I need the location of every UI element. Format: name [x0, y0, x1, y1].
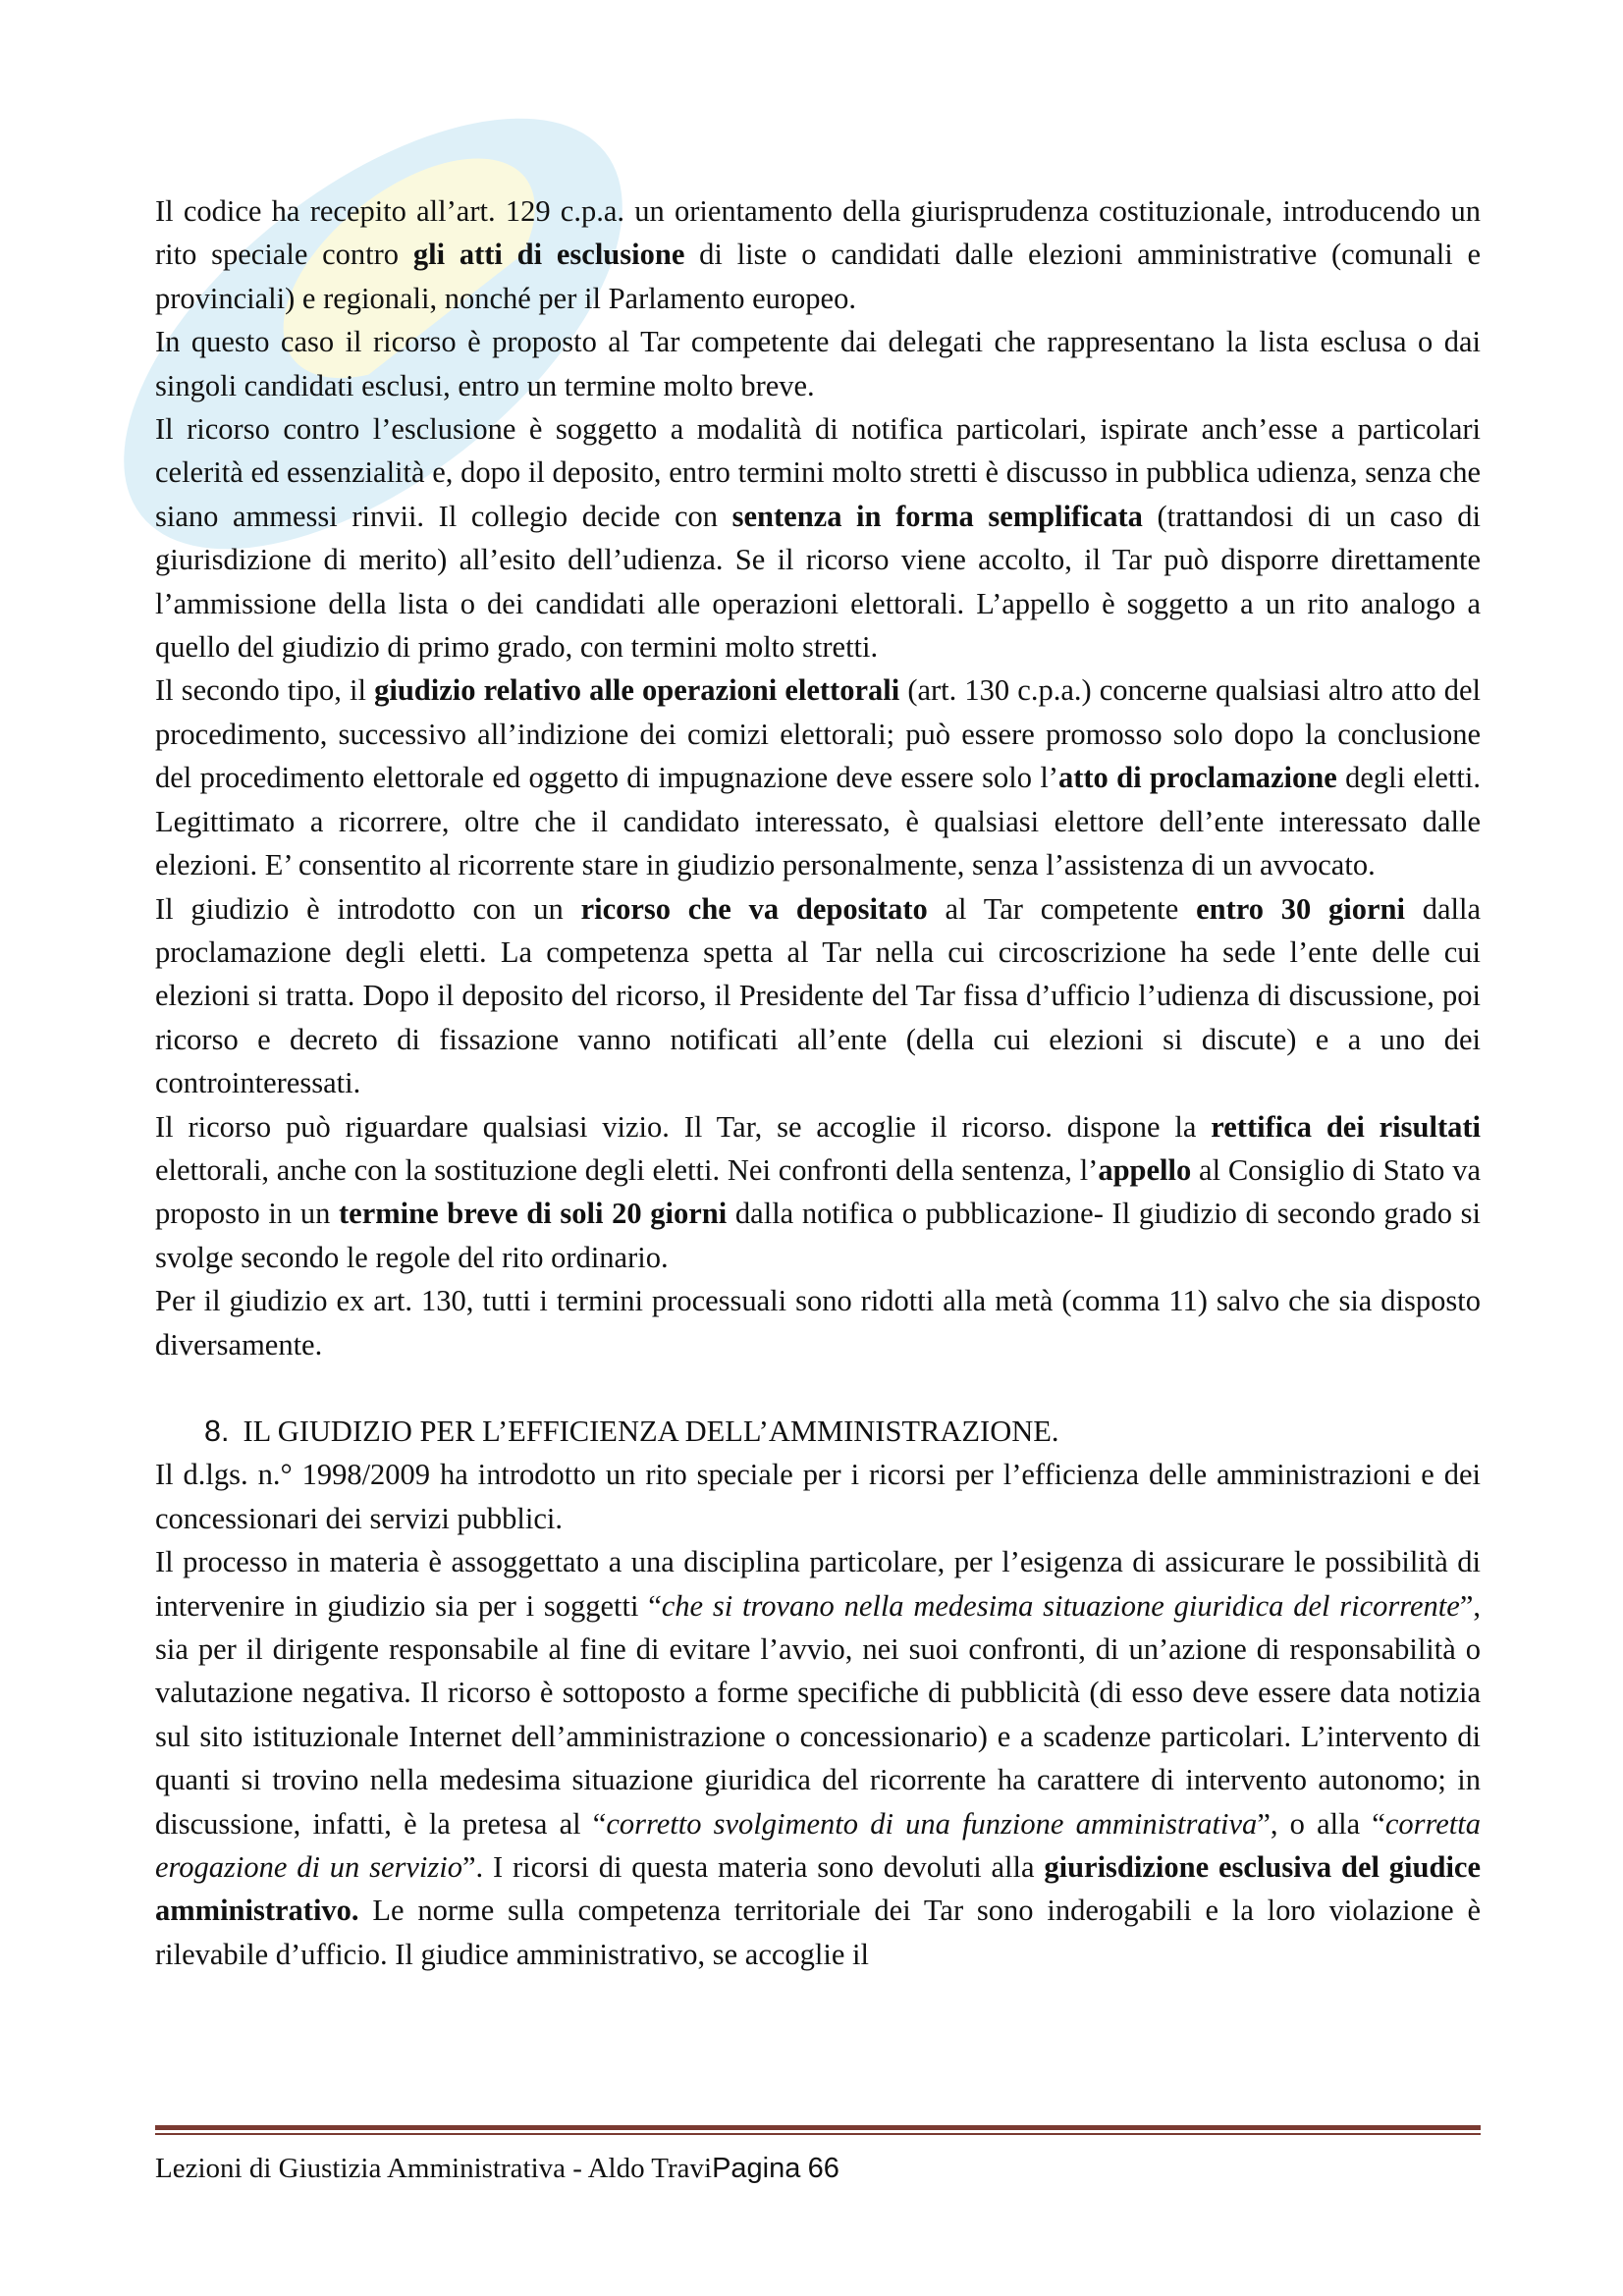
- text-run: Il processo in materia è assoggettato a una disciplina particolare, per l’esigenza di assicurare le possibilità di intervenire in giudizio sia per i soggetti “: [155, 1545, 1481, 1623]
- para-termini-dimezzati: [155, 1279, 1481, 1366]
- section-heading: [155, 1410, 1481, 1453]
- para-art-129: [155, 189, 1481, 320]
- bold-text: gli atti di esclusione: [412, 238, 685, 272]
- text-run: Il ricorso contro l’esclusione è soggetto a modalità di notifica particolari, ispirate anch’esse a particolari celerità ed essenzialità e, dopo il deposito, entro termini molto stretti è discusso in pubblica udienza, senza che siano ammessi rinvii. Il collegio decide con: [155, 412, 1481, 533]
- text-run: Il secondo tipo, il: [155, 673, 375, 708]
- text-run: (trattandosi di un caso di giurisdizione di merito) all’esito dell’udienza. Se il ricorso viene accolto, il Tar può disporre direttamente l’ammissione della lista o dei candidati alle operazioni elettorali. L’appello è soggetto a un rito analogo a quello del giudizio di primo grado, con termini molto stretti.: [155, 499, 1481, 665]
- para-rettifica: [155, 1105, 1481, 1280]
- bold-text: ricorso che va depositato: [580, 891, 928, 926]
- bold-text: termine breve di soli 20 giorni: [339, 1197, 728, 1231]
- footer-page-label: Pagina: [712, 2153, 801, 2184]
- footer-page-number: 66: [807, 2153, 839, 2184]
- text-run: al Tar competente: [927, 891, 1197, 926]
- bold-text: atto di proclamazione: [1057, 761, 1337, 795]
- page-content: [155, 189, 1481, 1976]
- bold-text: rettifica dei risultati: [1211, 1109, 1481, 1144]
- bold-text: sentenza in forma semplificata: [731, 499, 1143, 533]
- text-run: dalla notifica o pubblicazione- Il giudizio di secondo grado si svolge secondo le regole del rito ordinario.: [155, 1197, 1481, 1274]
- bold-text: entro 30 giorni: [1196, 891, 1405, 926]
- section-title: IL GIUDIZIO PER L’EFFICIENZA DELL’AMMINISTRAZIONE.: [243, 1414, 1059, 1448]
- para-processo-efficienza: [155, 1540, 1481, 1976]
- section-number: 8.: [204, 1414, 230, 1448]
- text-run: Il giudizio è introdotto con un: [155, 891, 581, 926]
- text-run: Per il giudizio ex art. 130, tutti i termini processuali sono ridotti alla metà (comma 11) salvo che sia disposto diversamente.: [155, 1284, 1481, 1362]
- text-run: Il codice ha recepito all’art. 129 c.p.a. un orientamento della giurisprudenza costituzionale, introducendo un rito speciale contro: [155, 194, 1481, 272]
- para-esclusione-notifica: [155, 407, 1481, 668]
- text-run: ”, sia per il dirigente responsabile al fine di evitare l’avvio, nei suoi confronti, di un’azione di responsabilità o valutazione negativa. Il ricorso è sottoposto a forme specifiche di pubblicità (di esso deve essere data notizia sul sito istituzionale Internet dell’amministrazione o concessionario) e a scadenze particolari. L’intervento di quanti si trovino nella medesima situazione giuridica del ricorrente ha carattere di intervento autonomo; in discussione, infatti, è la pretesa al “: [155, 1588, 1481, 1841]
- text-run: al Consiglio di Stato va proposto in un: [155, 1152, 1481, 1231]
- text-run: dalla proclamazione degli eletti. La competenza spetta al Tar nella cui circoscrizione ha sede l’ente delle cui elezioni si tratta. Dopo il deposito del ricorso, il Presidente del Tar fissa d’ufficio l’udienza di discussione, poi ricorso e decreto di fissazione vanno notificati all’ente (della cui elezioni si discute) e a uno dei controinteressati.: [155, 891, 1481, 1100]
- italic-text: che si trovano nella medesima situazione giuridica del ricorrente: [661, 1588, 1460, 1623]
- italic-text: corretto svolgimento di una funzione amministrativa: [606, 1806, 1258, 1841]
- text-run: Il ricorso può riguardare qualsiasi vizio. Il Tar, se accoglie il ricorso. dispone la: [155, 1109, 1212, 1144]
- text-run: Il d.lgs. n.° 1998/2009 ha introdotto un rito speciale per i ricorsi per l’efficienza delle amministrazioni e dei concessionari dei servizi pubblici.: [155, 1458, 1481, 1535]
- footer-rule-thin: [155, 2133, 1481, 2135]
- text-run: di liste o candidati dalle elezioni amministrative (comunali e provinciali) e regionali, nonché per il Parlamento europeo.: [155, 238, 1481, 315]
- text-run: (art. 130 c.p.a.) concerne qualsiasi altro atto del procedimento, successivo all’indizione dei comizi elettorali; può essere promosso solo dopo la conclusione del procedimento elettorale ed oggetto di impugnazione deve essere solo l’: [155, 673, 1481, 795]
- text-run: Le norme sulla competenza territoriale dei Tar sono inderogabili e la loro violazione è rilevabile d’ufficio. Il giudice amministrativo, se accoglie il: [155, 1894, 1481, 1971]
- bold-text: appello: [1098, 1152, 1192, 1187]
- para-dlgs-198: [155, 1453, 1481, 1540]
- italic-text: corretta erogazione di un servizio: [155, 1806, 1481, 1885]
- section-intro: [155, 189, 1481, 1366]
- text-run: elettorali, anche con la sostituzione degli eletti. Nei confronti della sentenza, l’: [155, 1152, 1099, 1187]
- bold-text: giurisdizione esclusiva del giudice amministrativo.: [155, 1850, 1481, 1928]
- para-ricorso-delegati: [155, 320, 1481, 407]
- para-art-130: [155, 668, 1481, 886]
- text-run: In questo caso il ricorso è proposto al Tar competente dai delegati che rappresentano la lista esclusa o dai singoli candidati esclusi, entro un termine molto breve.: [155, 325, 1481, 402]
- footer-book-title: Lezioni di Giustizia Amministrativa - Aldo Travi: [155, 2153, 713, 2184]
- section-body: [155, 1453, 1481, 1976]
- footer-rule: [155, 2125, 1481, 2135]
- spacer: [155, 1366, 1481, 1410]
- para-deposito-30-giorni: [155, 887, 1481, 1105]
- text-run: ”, o alla “: [1257, 1806, 1385, 1841]
- text-run: ”. I ricorsi di questa materia sono devoluti alla: [462, 1850, 1045, 1885]
- bold-text: giudizio relativo alle operazioni elettorali: [374, 673, 900, 708]
- text-run: degli eletti. Legittimato a ricorrere, oltre che il candidato interessato, è qualsiasi elettore dell’ente interessato dalle elezioni. E’ consentito al ricorrente stare in giudizio personalmente, senza l’assistenza di un avvocato.: [155, 761, 1481, 882]
- page-footer: [155, 2149, 839, 2188]
